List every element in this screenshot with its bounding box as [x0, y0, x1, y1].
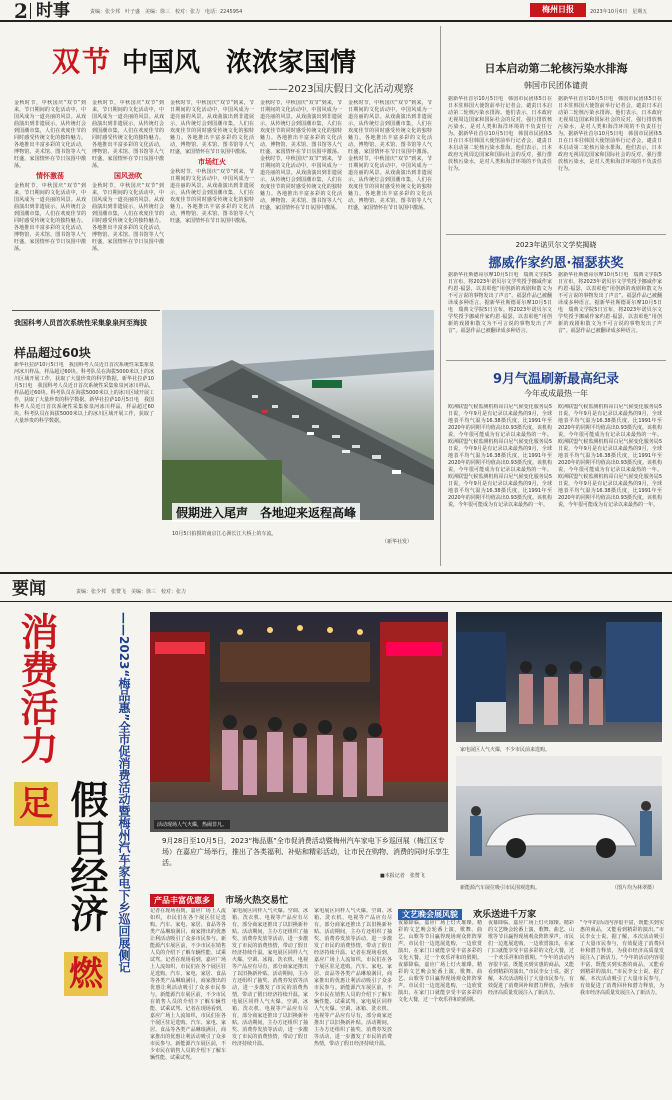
lead-kicker: 双节	[52, 45, 113, 78]
photo-caption: 10月5日拍摄的南京江心洲长江大桥上的车流。	[172, 531, 277, 537]
photo2-caption: 家电展区人气火爆，不少市民前来选购。	[460, 747, 551, 753]
feature-body-col1: 记者在现场看到，嘉应广场上人流如织，市民们在各个展区驻足选购。汽车、家电、家居、食品等各类产品琳琅满目，商家推出的优惠让利活动吸引了众多市民参与。新能源汽车展区前，不少市民在销售人员的介绍下了解车辆性能、试乘试驾。记者在现场看到，嘉应广场上人流如织，市民们在各个展区驻足选购。汽车、家电、家居、食品等各类产品琳琅满目，商家推出的优惠让利活动吸引了众多市民参与。新能源汽车展区前，不少市民在销售人员的介绍下了解车辆性能、试乘试驾。记者在现场看到，嘉应广场上人流如织，市民们在各个展区驻足选购。汽车、家电、家居、食品等各类产品琳琅满目，商家推出的优惠让利活动吸引了众多市民参与。新能源汽车展区前，不少市民在销售人员的介绍下了解车辆性能、试乘试驾。	[150, 908, 226, 1061]
science-intro: 我国科考人员首次系统性采集象泉河至海拔	[14, 319, 147, 327]
japan-body-a: 据新华社首尔10月5日电 韩国市民团体5日在日本驻韩国大使馆前举行记者会，谴责日本启动第二轮核污染水排海。他们表示，日本政府无视周边国家和国际社会的反对，强行排放核污染水，是对人类和海洋环境的不负责任行为。据新华社首尔10月5日电 韩国市民团体5日在日本驻韩国大使馆前举行记者会，谴责日本启动第二轮核污染水排海。他们表示，日本政府无视周边国家和国际社会的反对，强行排放核污染水，是对人类和海洋环境的不负责任行为。	[448, 96, 552, 172]
subhead-2: 国风劲吹	[114, 172, 142, 180]
science-title: 样品超过60块	[14, 346, 91, 360]
feature-body-col5: 夜幕降临，嘉应广场上灯火璀璨。精彩的文艺晚会轮番上演，歌舞、曲艺、山歌等节目赢得现场观众阵阵掌声。市民们一边逛展选购，一边欣赏演出，在家门口就能享受丰富多彩的文化大餐，过一个欢乐祥和的假期。“今年的活动内容很丰富，既能买到实惠的商品，又能看到精彩的演出。”市民李女士说。据了解，本次活动吸引了大量市民参与，有效促进了消费回补和潜力释放，为我市经济高质量发展注入了新活力。	[488, 920, 574, 996]
subhead-1: 情怀激荡	[36, 172, 64, 180]
logo: 梅州日报	[530, 3, 586, 17]
staff-line: 责编：张少邦 叶子盛 美编：徐三 校对：张力 电话：2245954	[90, 9, 243, 15]
feature-summary: 9月28日至10月5日，2023“梅品惠”全市促消费活动暨梅州汽车家电下乡巡回展（梅江区专场）在嘉应广场举行，推出了各类福利、补贴和精彩活动，让市民在购物、消费的同时乐享生活。	[162, 837, 449, 867]
lead-subtitle: ——2023国庆假日文化活动观察	[268, 84, 414, 95]
nobel-body-a: 据新华社斯德哥尔摩10月5日电 瑞典文学院5日宣布，将2023年诺贝尔文学奖授予挪威作家约恩·福瑟，以表彰他“用创新的戏剧和散文为不可言说的事物发出了声音”。福瑟作品已被翻译成多种语言。据新华社斯德哥尔摩10月5日电 瑞典文学院5日宣布，将2023年诺贝尔文学奖授予挪威作家约恩·福瑟，以表彰他“用创新的戏剧和散文为不可言说的事物发出了声音”。福瑟作品已被翻译成多种语言。	[448, 272, 552, 334]
lead-body-col2: 金秋时节，中秋国庆“双节”到来，节日期间的文化活动中，中国风成为一道亮丽的风景。从戏曲演出到非遗展示，从传统灯会到国潮市集，人们在欢度佳节的同时感受传统文化的独特魅力。各地推出丰富多彩的文化活动，博物馆、美术馆、图书馆等人气旺盛，家国情怀在节日氛围中激荡。 国风劲吹 金秋时节，中秋国庆“双节”到来，节日期间的文化活动中，中国风成为一道亮丽的风景。从戏曲演出到非遗展示，从传统灯会到国潮市集，人们在欢度佳节的同时感受传统文化的独特魅力。各地推出丰富多彩的文化活动，博物馆、美术馆、图书馆等人气旺盛，家国情怀在节日氛围中激荡。	[92, 100, 164, 252]
bridge-photo	[162, 310, 434, 520]
feature-headline-2: 假日经济	[64, 780, 109, 932]
car-photo	[456, 756, 662, 880]
box1-label: 产品丰富优惠多	[150, 894, 214, 907]
box1-title: 市场火热交易忙	[225, 896, 289, 906]
feature-body-col2: 家电展区同样人气火爆。空调、冰箱、洗衣机、电视等产品应有尽有，部分商家还推出了以旧换新补贴。活动期间，主办方还组织了抽奖、消费券发放等活动，进一步激发了市民的消费热情，带动了假日经济持续升温。家电展区同样人气火爆。空调、冰箱、洗衣机、电视等产品应有尽有，部分商家还推出了以旧换新补贴。活动期间，主办方还组织了抽奖、消费券发放等活动，进一步激发了市民的消费热情，带动了假日经济持续升温。家电展区同样人气火爆。空调、冰箱、洗衣机、电视等产品应有尽有，部分商家还推出了以旧换新补贴。活动期间，主办方还组织了抽奖、消费券发放等活动，进一步激发了市民的消费热情，带动了假日经济持续升温。	[232, 908, 308, 1047]
box1-heading	[150, 888, 450, 906]
japan-body-b: 据新华社首尔10月5日电 韩国市民团体5日在日本驻韩国大使馆前举行记者会，谴责日本启动第二轮核污染水排海。他们表示，日本政府无视周边国家和国际社会的反对，强行排放核污染水，是对人类和海洋环境的不负责任行为。据新华社首尔10月5日电 韩国市民团体5日在日本驻韩国大使馆前举行记者会，谴责日本启动第二轮核污染水排海。他们表示，日本政府无视周边国家和国际社会的反对，强行排放核污染水，是对人类和海洋环境的不负责任行为。	[558, 96, 662, 172]
page-number: 2	[14, 0, 28, 23]
bridge-illustration	[162, 310, 434, 520]
japan-title: 日本启动第二轮核污染水排海	[484, 62, 628, 75]
news-section-title: 要闻	[12, 579, 46, 599]
feature-vertical-subtitle: ——2023“梅品惠”全市促消费活动暨梅州汽车家电下乡巡回展侧记	[117, 612, 131, 974]
box2-label: 文艺晚会展风貌	[398, 909, 462, 920]
car-illustration	[456, 756, 662, 880]
feature-headline-1-char: 足	[14, 782, 58, 826]
nobel-kicker: 2023年诺贝尔文学奖揭晓	[515, 241, 597, 249]
climate-body-b: 欧洲联盟气候监测机构哥白尼气候变化服务局5日说，今年9月是有记录以来最热的9月，全球地表平均气温为16.38摄氏度，比1991年至2020年的同期平均值高出0.93摄氏度。该机构说，今年很可能成为有记录以来最热的一年。欧洲联盟气候监测机构哥白尼气候变化服务局5日说，今年9月是有记录以来最热的9月，全球地表平均气温为16.38摄氏度，比1991年至2020年的同期平均值高出0.93摄氏度。该机构说，今年很可能成为有记录以来最热的一年。欧洲联盟气候监测机构哥白尼气候变化服务局5日说，今年9月是有记录以来最热的9月，全球地表平均气温为16.38摄氏度，比1991年至2020年的同期平均值高出0.93摄氏度。该机构说，今年很可能成为有记录以来最热的一年。	[558, 404, 662, 508]
photo-credit: （新华社发）	[382, 539, 413, 545]
feature-body-col3: 家电展区同样人气火爆。空调、冰箱、洗衣机、电视等产品应有尽有，部分商家还推出了以旧换新补贴。活动期间，主办方还组织了抽奖、消费券发放等活动，进一步激发了市民的消费热情，带动了假日经济持续升温。记者在现场看到，嘉应广场上人流如织，市民们在各个展区驻足选购。汽车、家电、家居、食品等各类产品琳琅满目，商家推出的优惠让利活动吸引了众多市民参与。新能源汽车展区前，不少市民在销售人员的介绍下了解车辆性能、试乘试驾。家电展区同样人气火爆。空调、冰箱、洗衣机、电视等产品应有尽有，部分商家还推出了以旧换新补贴。活动期间，主办方还组织了抽奖、消费券发放等活动，进一步激发了市民的消费热情，带动了假日经济持续升温。	[314, 908, 392, 1047]
science-body: 新华社拉萨10月5日电 我国科考人员近日首次系统性采集象泉河冰川样品，样品超过60块。科考队员在海拔5000米以上的冰川区域开展工作，获取了大量珍贵的科学数据。新华社拉萨10月5日电 我国科考人员近日首次系统性采集象泉河冰川样品，样品超过60块。科考队员在海拔5000米以上的冰川区域开展工作，获取了大量珍贵的科学数据。新华社拉萨10月5日电 我国科考人员近日首次系统性采集象泉河冰川样品，样品超过60块。科考队员在海拔5000米以上的冰川区域开展工作，获取了大量珍贵的科学数据。	[14, 362, 154, 424]
feature-headline-2-char: 燃	[64, 952, 108, 996]
issue-date: 2023年10月6日 星期五	[590, 9, 648, 15]
nobel-title: 挪威作家约恩·福瑟获奖	[488, 256, 624, 271]
box2-heading	[398, 902, 668, 920]
page-header	[0, 0, 672, 22]
nobel-body-b: 据新华社斯德哥尔摩10月5日电 瑞典文学院5日宣布，将2023年诺贝尔文学奖授予挪威作家约恩·福瑟，以表彰他“用创新的戏剧和散文为不可言说的事物发出了声音”。福瑟作品已被翻译成多种语言。据新华社斯德哥尔摩10月5日电 瑞典文学院5日宣布，将2023年诺贝尔文学奖授予挪威作家约恩·福瑟，以表彰他“用创新的戏剧和散文为不可言说的事物发出了声音”。福瑟作品已被翻译成多种语言。	[558, 272, 662, 334]
lead-body-col1: 金秋时节，中秋国庆“双节”到来，节日期间的文化活动中，中国风成为一道亮丽的风景。从戏曲演出到非遗展示，从传统灯会到国潮市集，人们在欢度佳节的同时感受传统文化的独特魅力。各地推出丰富多彩的文化活动，博物馆、美术馆、图书馆等人气旺盛，家国情怀在节日氛围中激荡。 情怀激荡 金秋时节，中秋国庆“双节”到来，节日期间的文化活动中，中国风成为一道亮丽的风景。从戏曲演出到非遗展示，从传统灯会到国潮市集，人们在欢度佳节的同时感受传统文化的独特魅力。各地推出丰富多彩的文化活动，博物馆、美术馆、图书馆等人气旺盛，家国情怀在节日氛围中激荡。	[14, 100, 86, 252]
feature-byline: ■本报记者 张赞飞	[380, 873, 425, 879]
climate-body-a: 欧洲联盟气候监测机构哥白尼气候变化服务局5日说，今年9月是有记录以来最热的9月，全球地表平均气温为16.38摄氏度，比1991年至2020年的同期平均值高出0.93摄氏度。该机构说，今年很可能成为有记录以来最热的一年。欧洲联盟气候监测机构哥白尼气候变化服务局5日说，今年9月是有记录以来最热的9月，全球地表平均气温为16.38摄氏度，比1991年至2020年的同期平均值高出0.93摄氏度。该机构说，今年很可能成为有记录以来最热的一年。欧洲联盟气候监测机构哥白尼气候变化服务局5日说，今年9月是有记录以来最热的9月，全球地表平均气温为16.38摄氏度，比1991年至2020年的同期平均值高出0.93摄氏度。该机构说，今年很可能成为有记录以来最热的一年。	[448, 404, 552, 508]
news-staff-line: 责编：张少邦 张赞飞 美编：徐三 校对：张力	[76, 589, 187, 595]
photo-caption-title: 假期进入尾声 各地迎来返程高峰	[172, 503, 360, 522]
subhead-3: 市场红火	[198, 158, 226, 166]
feature-body-col6: “今年的活动内容很丰富，既能买到实惠的商品，又能看到精彩的演出。”市民李女士说。据了解，本次活动吸引了大量市民参与，有效促进了消费回补和潜力释放，为我市经济高质量发展注入了新活力。“今年的活动内容很丰富，既能买到实惠的商品，又能看到精彩的演出。”市民李女士说。据了解，本次活动吸引了大量市民参与，有效促进了消费回补和潜力释放，为我市经济高质量发展注入了新活力。	[580, 920, 664, 996]
lead-body-col3: 金秋时节，中秋国庆“双节”到来，节日期间的文化活动中，中国风成为一道亮丽的风景。从戏曲演出到非遗展示，从传统灯会到国潮市集，人们在欢度佳节的同时感受传统文化的独特魅力。各地推出丰富多彩的文化活动，博物馆、美术馆、图书馆等人气旺盛，家国情怀在节日氛围中激荡。 市场红火 金秋时节，中秋国庆“双节”到来，节日期间的文化活动中，中国风成为一道亮丽的风景。从戏曲演出到非遗展示，从传统灯会到国潮市集，人们在欢度佳节的同时感受传统文化的独特魅力。各地推出丰富多彩的文化活动，博物馆、美术馆、图书馆等人气旺盛，家国情怀在节日氛围中激荡。	[170, 100, 254, 224]
lead-body-col5: 金秋时节，中秋国庆“双节”到来，节日期间的文化活动中，中国风成为一道亮丽的风景。从戏曲演出到非遗展示，从传统灯会到国潮市集，人们在欢度佳节的同时感受传统文化的独特魅力。各地推出丰富多彩的文化活动，博物馆、美术馆、图书馆等人气旺盛，家国情怀在节日氛围中激荡。金秋时节，中秋国庆“双节”到来，节日期间的文化活动中，中国风成为一道亮丽的风景。从戏曲演出到非遗展示，从传统灯会到国潮市集，人们在欢度佳节的同时感受传统文化的独特魅力。各地推出丰富多彩的文化活动，博物馆、美术馆、图书馆等人气旺盛，家国情怀在节日氛围中激荡。	[348, 100, 432, 211]
section-title: 时事	[36, 1, 70, 21]
lead-title: 中国风 浓浓家国情	[122, 48, 357, 78]
appliance-photo	[456, 612, 662, 742]
lead-body-col4: 金秋时节，中秋国庆“双节”到来，节日期间的文化活动中，中国风成为一道亮丽的风景。从戏曲演出到非遗展示，从传统灯会到国潮市集，人们在欢度佳节的同时感受传统文化的独特魅力。各地推出丰富多彩的文化活动，博物馆、美术馆、图书馆等人气旺盛，家国情怀在节日氛围中激荡。金秋时节，中秋国庆“双节”到来，节日期间的文化活动中，中国风成为一道亮丽的风景。从戏曲演出到非遗展示，从传统灯会到国潮市集，人们在欢度佳节的同时感受传统文化的独特魅力。各地推出丰富多彩的文化活动，博物馆、美术馆、图书馆等人气旺盛，家国情怀在节日氛围中激荡。	[260, 100, 342, 211]
climate-subtitle: 今年或成最热一年	[524, 389, 588, 398]
appliance-illustration	[456, 612, 662, 742]
box2-title: 欢乐送进千万家	[473, 910, 537, 920]
photo-credit-feature: （图片均为林翠摄）	[612, 885, 658, 891]
photo1-caption: 活动现场人气火爆，热闹非凡。	[154, 820, 230, 829]
photo3-caption: 新能源汽车展位吸引市民围观选购。	[460, 885, 541, 891]
climate-title: 9月气温刷新最高纪录	[492, 372, 620, 387]
market-photo	[150, 612, 448, 832]
feature-headline-1: 消费活力	[14, 612, 59, 764]
market-illustration	[150, 612, 448, 832]
japan-subtitle: 韩国市民团体谴责	[524, 81, 588, 90]
feature-body-col4: 夜幕降临，嘉应广场上灯火璀璨。精彩的文艺晚会轮番上演，歌舞、曲艺、山歌等节目赢得现场观众阵阵掌声。市民们一边逛展选购，一边欣赏演出，在家门口就能享受丰富多彩的文化大餐，过一个欢乐祥和的假期。夜幕降临，嘉应广场上灯火璀璨。精彩的文艺晚会轮番上演，歌舞、曲艺、山歌等节目赢得现场观众阵阵掌声。市民们一边逛展选购，一边欣赏演出，在家门口就能享受丰富多彩的文化大餐，过一个欢乐祥和的假期。	[398, 920, 482, 1003]
